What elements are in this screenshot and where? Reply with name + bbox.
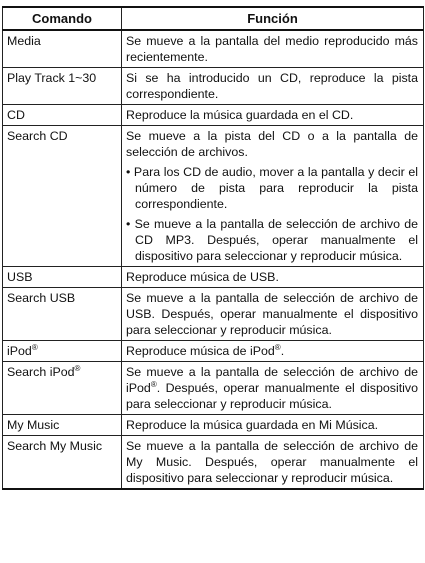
function-text: Se mueve a la pista del CD o a la pantalla de selección de archivos.: [126, 129, 418, 159]
table-row: [3, 415, 424, 436]
function-cell: [122, 126, 424, 267]
function-text: Se mueve a la pantalla de selección de archivo de iPod: [126, 365, 418, 395]
header-function: Función: [122, 7, 424, 30]
command-cell: Search CD: [3, 126, 122, 267]
function-cell: Si se ha introducido un CD, reproduce la pista correspondiente.: [122, 68, 424, 105]
bullet-item: • Para los CD de audio, mover a la pantalla y decir el número de pista para reproducir la pista correspondiente.: [126, 165, 418, 211]
table-row: [3, 362, 424, 415]
function-cell: Se mueve a la pantalla de selección de archivo de USB. Después, operar manualmente el dispositivo para seleccionar y reproducir música.: [122, 288, 424, 341]
function-cell: Se mueve a la pantalla de selección de archivo de My Music. Después, operar manualmente el dispositivo para seleccionar y reproducir música.: [122, 436, 424, 490]
command-cell: Play Track 1~30: [3, 68, 122, 105]
registered-mark: ®: [31, 342, 38, 352]
table-row: [3, 105, 424, 126]
registered-mark: ®: [150, 379, 157, 389]
table-row: [3, 126, 424, 267]
function-text-tail: .: [280, 344, 285, 358]
command-cell: My Music: [3, 415, 122, 436]
command-text: iPod: [7, 344, 32, 358]
table-row: [3, 30, 424, 68]
command-text: Search iPod: [7, 365, 75, 379]
command-cell: [3, 341, 122, 362]
command-cell: [3, 362, 122, 415]
function-text: Reproduce música de iPod: [126, 344, 275, 358]
table-row: [3, 436, 424, 490]
function-cell: Se mueve a la pantalla del medio reproducido más recientemente.: [122, 30, 424, 68]
table-header-row: [3, 7, 424, 30]
function-cell: Reproduce la música guardada en el CD.: [122, 105, 424, 126]
function-cell: Reproduce la música guardada en Mi Música.: [122, 415, 424, 436]
table-row: [3, 267, 424, 288]
command-cell: USB: [3, 267, 122, 288]
command-cell: Search USB: [3, 288, 122, 341]
table-row: [3, 341, 424, 362]
table-row: [3, 288, 424, 341]
function-cell: Reproduce música de USB.: [122, 267, 424, 288]
table-row: [3, 68, 424, 105]
registered-mark: ®: [274, 342, 281, 352]
function-cell: [122, 341, 424, 362]
voice-command-table: [2, 6, 424, 490]
function-cell: [122, 362, 424, 415]
command-cell: CD: [3, 105, 122, 126]
bullet-item: • Se mueve a la pantalla de selección de archivo de CD MP3. Después, operar manualmente el dispositivo para seleccionar y reproducir música.: [126, 217, 418, 263]
command-cell: Search My Music: [3, 436, 122, 490]
command-cell: Media: [3, 30, 122, 68]
function-text-tail: . Después, operar manualmente el dispositivo para seleccionar y reproducir música.: [126, 381, 418, 411]
command-table-page: [2, 6, 423, 490]
header-command: Comando: [3, 7, 122, 30]
registered-mark: ®: [74, 363, 81, 373]
